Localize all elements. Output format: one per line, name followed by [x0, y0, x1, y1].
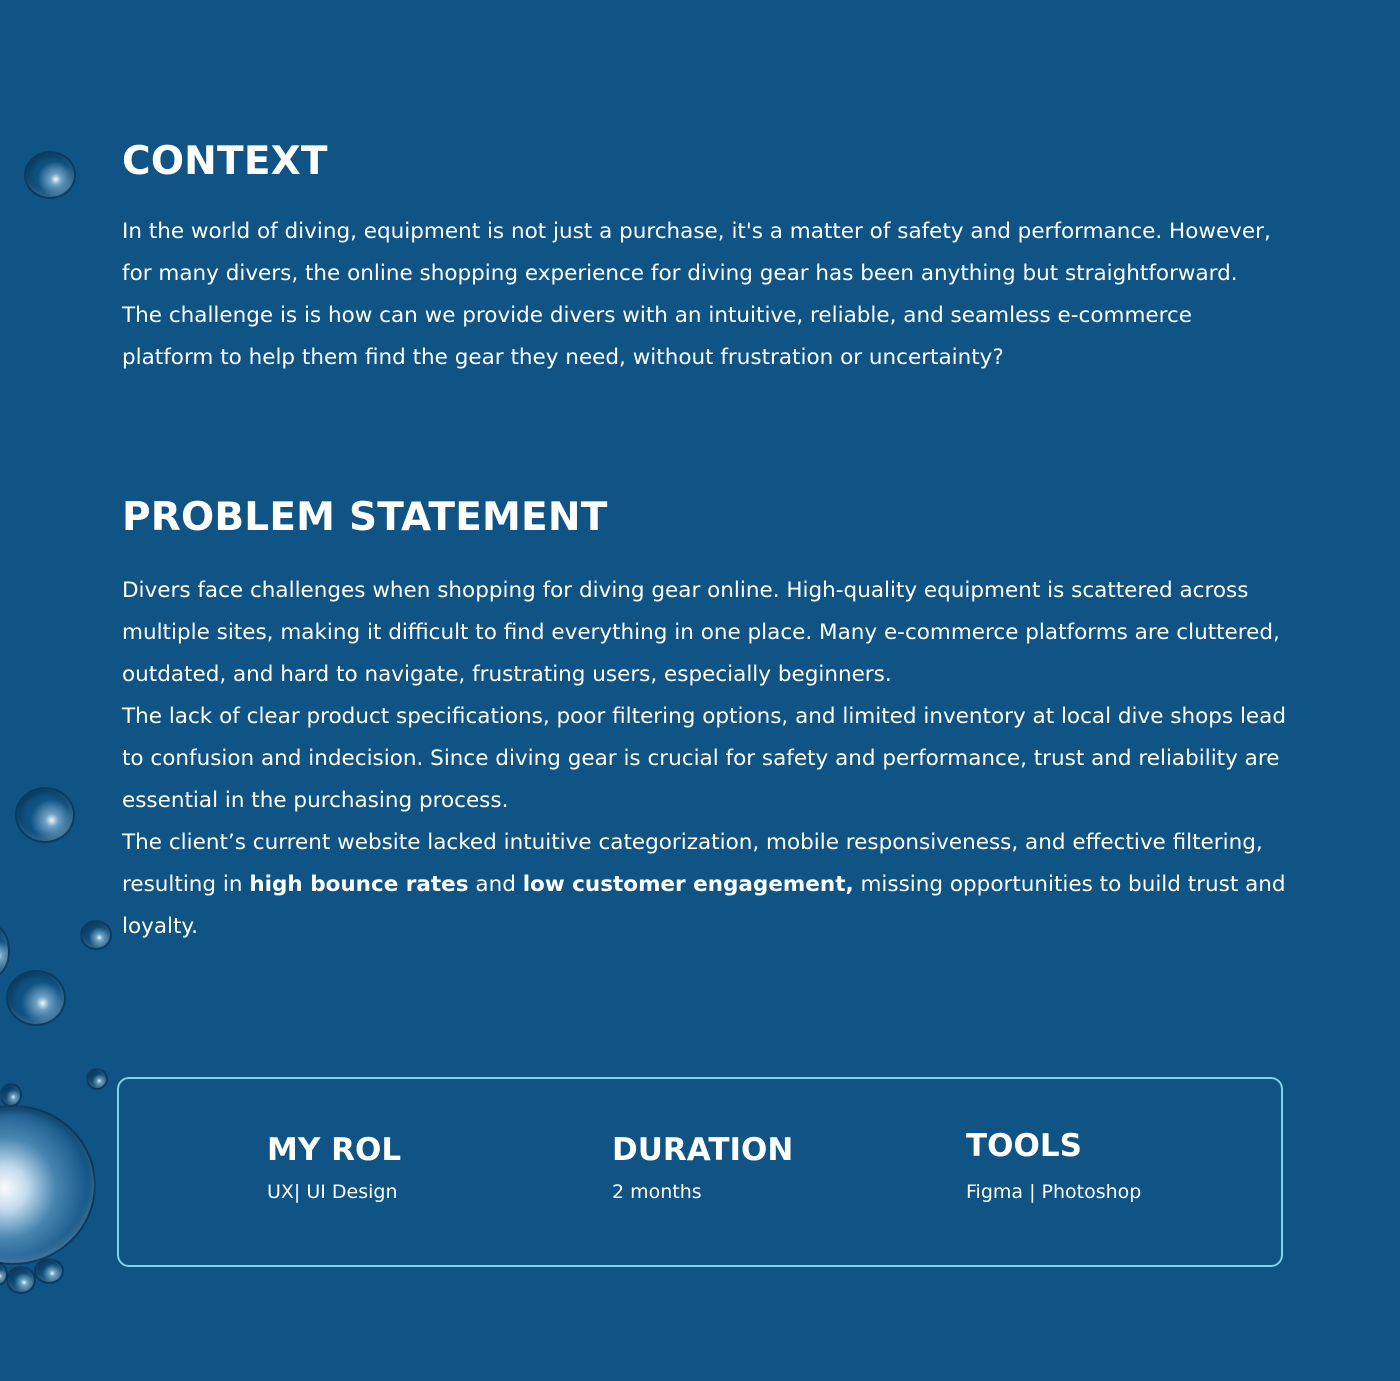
duration-info — [612, 1133, 793, 1204]
role-title: MY ROL — [267, 1132, 402, 1168]
role-info — [267, 1133, 401, 1204]
bubble-decoration — [0, 1083, 22, 1107]
bubble-decoration — [15, 787, 75, 843]
project-info-box — [117, 1077, 1283, 1267]
tools-title: TOOLS — [966, 1128, 1082, 1164]
highlight-high-bounce-rates: high bounce rates — [249, 872, 469, 897]
bubble-decoration — [86, 1068, 108, 1090]
bubble-decoration — [6, 1266, 36, 1294]
problem-paragraph: Divers face challenges when shopping for diving gear online. High-quality equipment is scattered across multiple sites, making it difficult to find everything in one place. Many e-commerce platforms are cluttered, outdated, and hard to navigate, frustrating users, especially beginners. — [122, 578, 1280, 687]
bubble-decoration — [24, 151, 76, 199]
problem-text: The client’s current website lacked intuitive categorization, mobile responsiveness, and effective filtering, resulting in — [122, 830, 1263, 897]
highlight-low-engagement: low customer engagement, — [522, 872, 854, 897]
problem-statement-title: PROBLEM STATEMENT — [122, 495, 608, 540]
context-title: CONTEXT — [122, 139, 328, 184]
problem-text: missing opportunities to build trust and loyalty. — [122, 872, 1286, 939]
tools-info — [966, 1129, 1141, 1204]
bubble-decoration — [34, 1258, 64, 1284]
duration-title: DURATION — [612, 1132, 794, 1168]
tools-value: Figma | Photoshop — [966, 1181, 1142, 1204]
duration-value: 2 months — [612, 1181, 702, 1204]
problem-text: and — [468, 872, 523, 897]
bubble-decoration — [6, 970, 66, 1026]
bubble-decoration — [0, 1105, 96, 1265]
problem-statement-body — [122, 570, 1287, 948]
bubble-decoration — [80, 920, 112, 950]
context-paragraph: In the world of diving, equipment is not just a purchase, it's a matter of safety and performance. However, for many divers, the online shopping experience for diving gear has been anything but straightforward. — [122, 219, 1271, 286]
context-paragraph: The challenge is is how can we provide divers with an intuitive, reliable, and seamless e-commerce platform to help them find the gear they need, without frustration or uncertainty? — [122, 303, 1193, 370]
bubble-decoration — [0, 925, 10, 977]
problem-paragraph — [122, 822, 1287, 948]
context-body — [122, 211, 1287, 379]
problem-paragraph: The lack of clear product specifications, poor filtering options, and limited inventory at local dive shops lead to confusion and indecision. Since diving gear is crucial for safety and performance, trust and reliability are essential in the purchasing process. — [122, 704, 1286, 813]
role-value: UX| UI Design — [267, 1181, 398, 1204]
